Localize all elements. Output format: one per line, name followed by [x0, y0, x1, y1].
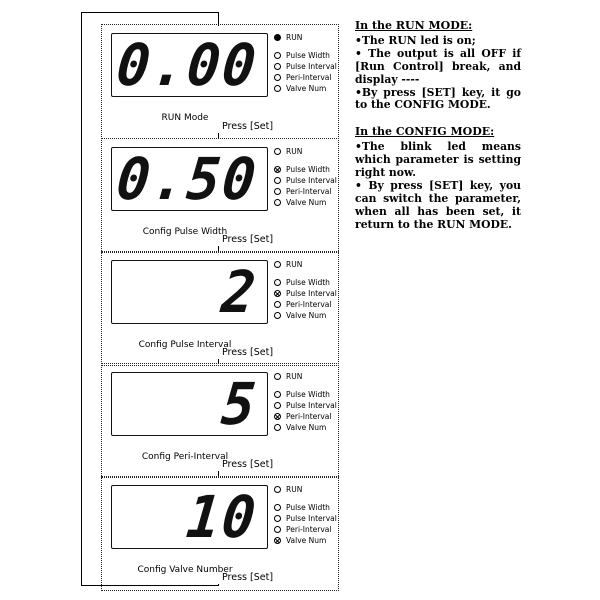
led-pulse-width: Pulse Width	[274, 277, 337, 288]
press-set-label: Press [Set]	[222, 234, 274, 245]
led-peri-interval: Peri-Interval	[274, 411, 337, 422]
panel-config-pulse-width	[101, 138, 339, 253]
led-valve-num: Valve Num	[274, 535, 337, 546]
led-indicator-icon	[274, 199, 281, 206]
led-valve-num: Valve Num	[274, 422, 337, 433]
led-indicator-icon	[274, 312, 281, 319]
led-indicator-icon	[274, 526, 281, 533]
led-indicator-icon	[274, 177, 281, 184]
led-pulse-interval: Pulse Interval	[274, 400, 337, 411]
led-peri-interval: Peri-Interval	[274, 524, 337, 535]
led-list	[274, 146, 337, 208]
mode-label: Config Peri-Interval	[141, 452, 229, 462]
config-mode-note: • By press [SET] key, you can switch the parameter, when all has been set, it return to the RUN MODE.	[355, 178, 521, 231]
led-indicator-icon	[274, 504, 281, 511]
press-set-label: Press [Set]	[222, 459, 274, 470]
led-list	[274, 32, 337, 94]
led-run: RUN	[274, 484, 337, 495]
led-pulse-width: Pulse Width	[274, 50, 337, 61]
led-run: RUN	[274, 371, 337, 382]
led-valve-num: Valve Num	[274, 310, 337, 321]
panel-config-peri-interval	[101, 363, 339, 478]
led-blink-icon	[274, 537, 281, 544]
press-set-label: Press [Set]	[222, 121, 274, 132]
lcd-display	[111, 369, 268, 438]
led-peri-interval: Peri-Interval	[274, 299, 337, 310]
led-peri-interval: Peri-Interval	[274, 72, 337, 83]
mode-label: Config Pulse Width	[142, 227, 228, 237]
run-mode-note: •The RUN led is on;	[355, 33, 476, 47]
led-indicator-icon	[274, 188, 281, 195]
led-pulse-interval: Pulse Interval	[274, 288, 337, 299]
led-indicator-icon	[274, 373, 281, 380]
lcd-display	[111, 30, 268, 99]
led-peri-interval: Peri-Interval	[274, 186, 337, 197]
led-blink-icon	[274, 413, 281, 420]
led-indicator-icon	[274, 279, 281, 286]
lcd-display	[111, 257, 268, 326]
led-indicator-icon	[274, 391, 281, 398]
led-valve-num: Valve Num	[274, 197, 337, 208]
led-indicator-icon	[274, 52, 281, 59]
lcd-digits: 5	[218, 369, 261, 438]
led-indicator-icon	[274, 148, 281, 155]
led-list	[274, 484, 337, 546]
led-pulse-width: Pulse Width	[274, 389, 337, 400]
mode-label: RUN Mode	[161, 113, 209, 123]
led-indicator-icon	[274, 515, 281, 522]
notes-column	[355, 20, 521, 232]
led-run: RUN	[274, 32, 337, 43]
mode-label: Config Pulse Interval	[138, 340, 232, 350]
lcd-digits: 2	[218, 257, 261, 326]
led-indicator-icon	[274, 63, 281, 70]
lcd-digits: 10	[183, 482, 261, 551]
led-pulse-width: Pulse Width	[274, 164, 337, 175]
led-blink-icon	[274, 166, 281, 173]
led-indicator-icon	[274, 85, 281, 92]
run-mode-note: • The output is all OFF if [Run Control] break, and display ----	[355, 46, 521, 86]
led-indicator-icon	[274, 301, 281, 308]
led-indicator-icon	[274, 74, 281, 81]
lcd-digits: 0.50	[113, 144, 261, 213]
config-mode-note: •The blink led means which parameter is setting right now.	[355, 140, 521, 180]
led-indicator-icon	[274, 424, 281, 431]
run-mode-heading: In the RUN MODE:	[355, 19, 473, 32]
led-pulse-interval: Pulse Interval	[274, 175, 337, 186]
led-list	[274, 371, 337, 433]
led-indicator-icon	[274, 261, 281, 268]
led-blink-icon	[274, 290, 281, 297]
panel-run-mode	[101, 24, 339, 139]
config-mode-heading: In the CONFIG MODE:	[355, 125, 495, 139]
led-run: RUN	[274, 259, 337, 270]
led-list	[274, 259, 337, 321]
press-set-label: Press [Set]	[222, 572, 274, 583]
mode-label: Config Valve Number	[137, 565, 233, 575]
led-valve-num: Valve Num	[274, 83, 337, 94]
lcd-display	[111, 482, 268, 551]
press-set-label: Press [Set]	[222, 347, 274, 358]
panel-config-valve-number	[101, 476, 339, 591]
led-pulse-width: Pulse Width	[274, 502, 337, 513]
panel-config-pulse-interval	[101, 251, 339, 366]
led-pulse-interval: Pulse Interval	[274, 61, 337, 72]
led-indicator-icon	[274, 402, 281, 409]
led-pulse-interval: Pulse Interval	[274, 513, 337, 524]
led-indicator-icon	[274, 34, 281, 41]
lcd-display	[111, 144, 268, 213]
led-run: RUN	[274, 146, 337, 157]
lcd-digits: 0.00	[113, 30, 261, 99]
led-indicator-icon	[274, 486, 281, 493]
run-mode-note: •By press [SET] key, it go to the CONFIG MODE.	[355, 85, 521, 112]
